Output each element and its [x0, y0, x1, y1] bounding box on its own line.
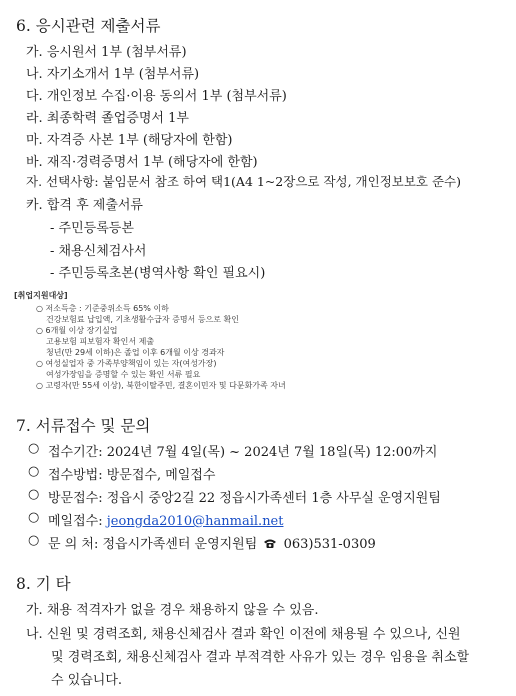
support-line: 여성가장임을 증명할 수 있는 확인 서류 필요	[46, 370, 201, 379]
support-line: ○ 저소득층 : 기준중위소득 65% 이하	[36, 304, 169, 313]
section-6-item: 카. 합격 후 제출서류	[26, 198, 143, 213]
support-heading: [취업지원대상]	[14, 291, 68, 300]
section-6-item: 다. 개인정보 수집·이용 동의서 1부 (첨부서류)	[26, 89, 287, 104]
bullet-circle: ○	[28, 441, 40, 456]
section-6-item: 마. 자격증 사본 1부 (해당자에 한함)	[26, 133, 233, 148]
section-6-item: 라. 최종학력 졸업증명서 1부	[26, 111, 189, 126]
section-8-item-b: 나. 신원 및 경력조회, 채용신체검사 결과 확인 이전에 채용될 수 있으나, 신원	[26, 627, 461, 642]
bullet-circle: ○	[28, 464, 40, 479]
section-6-item: 바. 재직·경력증명서 1부 (해당자에 한함)	[26, 155, 258, 170]
sub-item: - 주민등록초본(병역사항 확인 필요시)	[50, 266, 266, 281]
contact-text: 정읍시가족센터 운영지원팀	[102, 537, 258, 552]
visit-address: 방문접수: 정읍시 중앙2길 22 정읍시가족센터 1층 사무실 운영지원팀	[48, 491, 441, 506]
section-6-item: 자. 선택사항: 붙임문서 참조 하여 택1(A4 1~2장으로 작성, 개인정보보호 준수)	[26, 174, 462, 189]
section-6-title: 6. 응시관련 제출서류	[16, 17, 161, 35]
contact-label: 문 의 처:	[48, 537, 99, 552]
bullet-circle: ○	[28, 510, 40, 525]
bullet-circle: ○	[28, 533, 40, 548]
phone-icon	[263, 538, 277, 549]
mail-label: 메일접수:	[48, 514, 103, 529]
section-6-item: 나. 자기소개서 1부 (첨부서류)	[26, 67, 200, 82]
support-line: 고용보험 피보험자 확인서 제출	[46, 337, 155, 346]
sub-item: - 채용신체검사서	[50, 244, 147, 259]
contact-row	[48, 533, 376, 552]
support-line: 건강보험료 납입액, 기초생활수급자 증명서 등으로 확인	[46, 315, 239, 324]
sub-item: - 주민등록등본	[50, 221, 134, 236]
section-8-item-a: 가. 채용 적격자가 없을 경우 채용하지 않을 수 있음.	[26, 603, 319, 618]
section-6-item: 가. 응시원서 1부 (첨부서류)	[26, 45, 187, 60]
mail-link[interactable]: jeongda2010@hanmail.net	[106, 514, 284, 529]
support-line: ○ 여성실업자 중 가족부양책임이 있는 자(여성가장)	[36, 359, 217, 368]
support-line: ○ 고령자(만 55세 이상), 북한이탈주민, 결혼이민자 및 다문화가족 자녀	[36, 381, 286, 390]
receipt-method: 접수방법: 방문접수, 메일접수	[48, 468, 216, 483]
receipt-period: 접수기간: 2024년 7월 4일(목) ~ 2024년 7월 18일(목) 12:00까지	[48, 445, 438, 460]
mail-row	[48, 510, 283, 529]
support-line: ○ 6개월 이상 장기실업	[36, 326, 118, 335]
section-8-title: 8. 기 타	[16, 575, 71, 593]
section-8-item-b-cont: 수 있습니다.	[51, 673, 123, 688]
contact-phone: 063)531-0309	[283, 537, 376, 552]
bullet-circle: ○	[28, 487, 40, 502]
section-7-title: 7. 서류접수 및 문의	[16, 417, 151, 435]
section-8-item-b-cont: 및 경력조회, 채용신체검사 결과 부적격한 사유가 있는 경우 임용을 취소할	[51, 650, 470, 665]
support-line: 청년(만 29세 이하)은 졸업 이후 6개월 이상 경과자	[46, 348, 225, 357]
